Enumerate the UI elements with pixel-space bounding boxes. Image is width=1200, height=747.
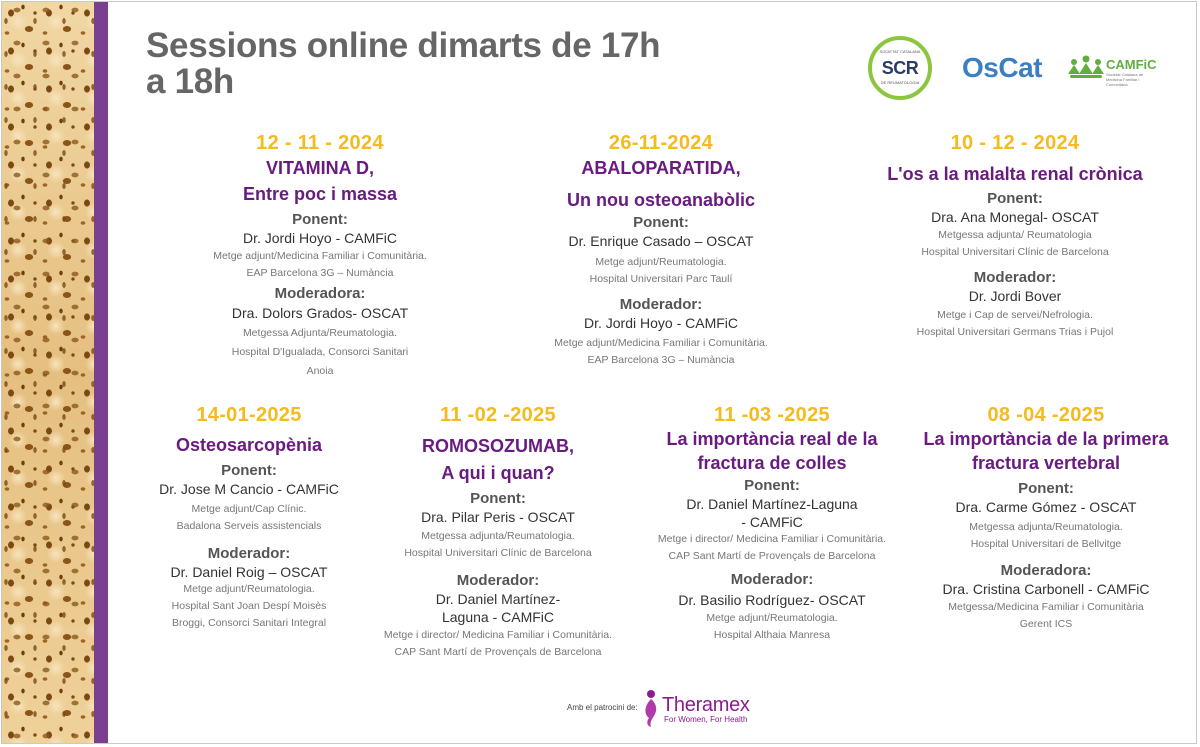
sponsor-label: Amb el patrocini de: <box>567 703 638 712</box>
moderator-affiliation: Hospital Sant Joan Despí Moisès <box>171 600 327 612</box>
ponent-label: Ponent: <box>470 490 526 507</box>
session-topic: A qui i quan? <box>441 463 555 483</box>
bone-texture-overlay <box>2 2 94 743</box>
ponent-label: Ponent: <box>292 211 348 228</box>
session-5 <box>360 405 636 664</box>
ponent-affiliation: Hospital Universitari Clínic de Barcelona <box>921 246 1109 258</box>
moderator-name: Dr. Daniel Roig – OSCAT <box>170 564 328 580</box>
moderator-label: Moderador: <box>207 545 291 562</box>
ponent-label: Ponent: <box>987 190 1043 207</box>
ponent-affiliation: Metgessa adjunta/ Reumatologia <box>938 229 1092 241</box>
moderator-affiliation: Broggi, Consorci Sanitari Integral <box>171 617 327 629</box>
moderator-label: Moderador: <box>456 572 540 589</box>
moderator-affiliation: Hospital Althaia Manresa <box>713 629 831 641</box>
moderator-label: Moderadora: <box>1000 562 1092 579</box>
moderator-affiliation: Metge adjunt/Reumatologia. <box>183 583 315 595</box>
moderator-label: Moderador: <box>730 571 814 588</box>
moderator-affiliation: Metge i director/ Medicina Familiar i Comunitària. <box>383 629 613 641</box>
session-topic: Entre poc i massa <box>242 184 398 204</box>
ponent-affiliation: Badalona Serveis assistencials <box>176 520 322 532</box>
session-topic: La importància de la primera <box>923 429 1169 449</box>
ponent-affiliation: CAP Sant Martí de Provençals de Barcelona <box>668 550 876 562</box>
ponent-affiliation: EAP Barcelona 3G – Numància <box>246 267 394 279</box>
theramex-brand: Theramex <box>662 694 750 716</box>
oscat-logo: OsCat <box>962 52 1042 83</box>
ponent-name: Dr. Jordi Hoyo - CAMFiC <box>242 230 398 246</box>
moderator-affiliation: Metge i Cap de servei/Nefrologia. <box>937 309 1093 321</box>
session-3 <box>870 133 1160 344</box>
moderator-affiliation: Gerent ICS <box>1019 618 1073 630</box>
session-date: 11 -03 -2025 <box>714 404 830 426</box>
moderator-label: Moderador: <box>619 296 703 313</box>
moderator-name: Dr. Jordi Hoyo - CAMFiC <box>583 315 739 331</box>
session-topic: ABALOPARATIDA, <box>581 158 741 178</box>
scr-logo-main: SCR <box>881 58 919 78</box>
moderator-name: Dra. Dolors Grados- OSCAT <box>231 305 409 321</box>
camfic-logo <box>1066 52 1160 86</box>
moderator-affiliation: Metgessa/Medicina Familiar i Comunitària <box>948 601 1144 613</box>
moderator-affiliation: Metge adjunt/Reumatologia. <box>706 612 838 624</box>
session-topic: VITAMINA D, <box>266 158 374 178</box>
session-2 <box>518 133 804 372</box>
ponent-label: Ponent: <box>633 214 689 231</box>
moderator-label: Moderador: <box>973 269 1057 286</box>
session-topic: ROMOSOZUMAB, <box>422 436 574 456</box>
session-topic: fractura de colles <box>697 453 847 473</box>
session-date: 10 - 12 - 2024 <box>950 132 1080 154</box>
ponent-name: Dra. Carme Gómez - OSCAT <box>955 499 1137 515</box>
ponent-name-line: - CAMFiC <box>741 514 803 530</box>
moderator-affiliation: Metgessa Adjunta/Reumatologia. <box>242 327 398 339</box>
ponent-affiliation: Hospital Universitari Parc Taulí <box>589 273 733 285</box>
theramex-logo <box>640 688 760 728</box>
ponent-name: Dr. Enrique Casado – OSCAT <box>568 233 754 249</box>
session-date: 11 -02 -2025 <box>440 404 556 426</box>
moderator-name-line: Laguna - CAMFiC <box>441 609 555 625</box>
moderator-label: Moderadora: <box>274 285 366 302</box>
ponent-affiliation: Metge adjunt/Reumatologia. <box>595 256 727 268</box>
ponent-name-line: Dr. Daniel Martínez-Laguna <box>686 496 858 512</box>
theramex-tagline: For Women, For Health <box>664 715 748 724</box>
session-date: 26-11-2024 <box>608 132 714 154</box>
moderator-name-line: Dr. Daniel Martínez- <box>435 591 561 607</box>
camfic-figures-icon <box>1066 52 1106 84</box>
session-topic: Osteosarcopènia <box>175 435 323 455</box>
moderator-affiliation: Hospital Universitari Germans Trias i Pujol <box>916 326 1114 338</box>
theramex-figure-icon <box>640 688 662 728</box>
purple-stripe <box>94 2 108 743</box>
moderator-affiliation: Metge adjunt/Medicina Familiar i Comunitària. <box>554 337 768 349</box>
scr-logo-top: SOCIETAT CATALANA <box>879 49 921 54</box>
scr-logo <box>868 36 932 100</box>
ponent-affiliation: Metgessa adjunta/Reumatologia. <box>969 521 1123 533</box>
ponent-label: Ponent: <box>221 462 277 479</box>
ponent-affiliation: Metge i director/ Medicina Familiar i Comunitària. <box>657 533 887 545</box>
session-date: 14-01-2025 <box>196 404 302 426</box>
moderator-affiliation: CAP Sant Martí de Provençals de Barcelona <box>394 646 602 658</box>
session-topic: La importància real de la <box>666 429 878 449</box>
page-title: Sessions online dimarts de 17h a 18h <box>146 26 661 101</box>
camfic-logo-text: CAMFiC <box>1106 57 1157 72</box>
session-topic: fractura vertebral <box>971 453 1121 473</box>
session-1 <box>182 133 458 383</box>
moderator-name: Dr. Jordi Bover <box>968 288 1062 304</box>
scr-logo-bottom: DE REUMATOLOGIA <box>880 80 920 85</box>
ponent-affiliation: Hospital Universitari de Bellvitge <box>970 538 1122 550</box>
ponent-affiliation: Metgessa adjunta/Reumatologia. <box>421 530 575 542</box>
moderator-name: Dra. Cristina Carbonell - CAMFiC <box>942 581 1150 597</box>
session-7 <box>906 405 1186 636</box>
session-4 <box>118 405 380 635</box>
session-topic: L'os a la malalta renal crònica <box>887 164 1143 184</box>
session-date: 08 -04 -2025 <box>987 404 1105 426</box>
ponent-name: Dra. Pilar Peris - OSCAT <box>421 509 575 525</box>
moderator-name: Dr. Basilio Rodríguez- OSCAT <box>678 592 866 608</box>
ponent-affiliation: Metge adjunt/Medicina Familiar i Comunitària. <box>213 250 427 262</box>
moderator-affiliation: Hospital D'Igualada, Consorci Sanitari <box>231 346 409 358</box>
ponent-affiliation: Hospital Universitari Clínic de Barcelona <box>404 547 592 559</box>
moderator-affiliation: Anoia <box>306 365 334 377</box>
session-topic: Un nou osteoanabòlic <box>566 190 755 210</box>
ponent-affiliation: Metge adjunt/Cap Clínic. <box>191 503 307 515</box>
ponent-label: Ponent: <box>1018 480 1074 497</box>
ponent-name: Dra. Ana Monegal- OSCAT <box>931 209 1099 225</box>
moderator-affiliation: EAP Barcelona 3G – Numància <box>587 354 735 366</box>
ponent-name: Dr. Jose M Cancio - CAMFiC <box>159 481 339 497</box>
ponent-label: Ponent: <box>744 477 800 494</box>
session-date: 12 - 11 - 2024 <box>256 132 384 154</box>
session-6 <box>626 405 918 647</box>
camfic-logo-subtext: Societat Catalana de Medicina Familiar i Comunitària <box>1106 72 1144 87</box>
